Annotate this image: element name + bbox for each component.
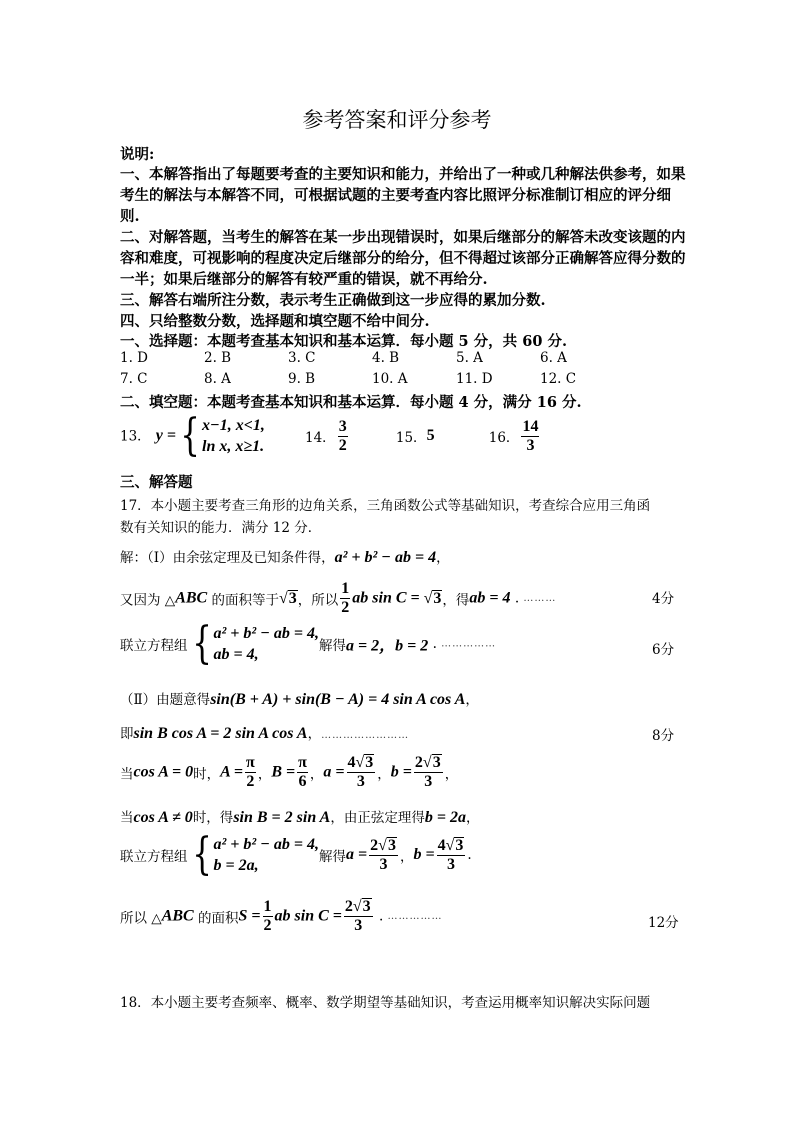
equation: a² + b² − ab = 4 [334,549,437,566]
q16-label: 16． [488,430,520,446]
text: 解得 [319,849,347,865]
note-line: 一、本解答指出了每题要考查的主要知识和能力，并给出了一种或几种解法供参考，如果 [120,166,686,183]
equation: ab sin C = [274,907,342,925]
text: ，得 [442,592,470,609]
fraction [245,754,256,791]
q15-label: 15． [395,430,427,446]
choice-answer: 3. C [288,350,316,366]
section1-heading: 一、选择题：本题考查基本知识和基本运算．每小题 5 分，共 60 分. [120,333,568,350]
q18-intro: 18．本小题主要考查频率、概率、数学期望等基础知识，考查运用概率知识解决实际问题 [120,995,651,1011]
var: b = [413,846,435,863]
radicand: 3 [365,754,374,771]
equation: a² + b² − ab = 4, [213,625,320,642]
q13-label: 13． [120,428,151,445]
text: 时，得 [192,810,234,826]
denominator: 2 [263,917,272,934]
q13-cases [202,415,265,457]
choice-answer: 12. C [540,371,577,387]
choice-answer: 8. A [204,371,231,387]
brace-symbol: { [191,829,212,880]
choice-answer: 9. B [288,371,316,387]
solution-line-8: 联立方程组{ a² + b² − ab = 4, b = 2a, 解得a = $\frac{2√3}{3}$ ，b = $\frac{4√3}{3}$ . [120,829,472,880]
coefficient: 2 [344,898,353,915]
text: 所以 △ [120,910,162,927]
section3-heading: 三、解答题 [120,474,193,491]
solution: a = 2，b = 2 [346,637,429,655]
section2-heading: 二、填空题：本题考查基本知识和基本运算．每小题 4 分，满分 16 分. [120,394,582,411]
var: A = [220,763,244,781]
q14-fraction [338,418,348,455]
denominator: 2 [341,599,350,616]
denominator: 3 [446,855,455,873]
radicand: 3 [455,836,464,854]
triangle-name: ABC [175,589,208,607]
fraction [297,754,308,791]
equation: ab sin C = [352,589,420,607]
equation-system [214,623,320,665]
choice-answer: 11. D [456,371,493,387]
choice-answer: 2. B [204,350,232,366]
text: ，由正弦定理得 [330,810,425,826]
var: S = [238,907,261,925]
note-line: 则. [120,208,140,225]
equation: b = 2a [424,809,466,826]
var: a = [323,763,345,781]
numerator: 3 [338,417,347,435]
q17-intro: 数有关知识的能力．满分 12 分． [120,520,322,536]
denominator: 2 [246,773,255,790]
equation: sin B cos A = 2 sin A cos A [133,725,308,742]
note-line: 一半；如果后继部分的解答有较严重的错误，就不再给分. [120,271,488,288]
solution-line-1: 解：（Ⅰ）由余弦定理及已知条件得，a² + b² − ab = 4， [120,549,450,566]
choice-answer: 1. D [120,350,148,366]
radicand: 3 [288,589,297,607]
equation: ab = 4, [213,646,259,663]
coefficient: 2 [370,836,379,854]
coefficient: 4 [347,754,356,771]
triangle-name: ABC [161,907,194,925]
choice-answer: 4. B [372,350,400,366]
denominator: 3 [526,436,535,454]
var: b = [390,763,412,781]
radicand: 3 [387,836,396,854]
text: 即 [120,726,134,742]
brace-symbol: { [191,618,212,669]
text: （Ⅱ）由题意得 [120,692,211,708]
score-mark: 4分 [652,591,675,607]
equation-system [214,834,320,876]
text: 当 [120,810,134,826]
q13-lhs: y = [155,427,176,444]
equation: sin(B + A) + sin(B − A) = 4 sin A cos A [210,691,466,708]
fraction: $\frac{2√3}{3}$ [370,836,396,873]
solution-line-4: （Ⅱ）由题意得sin(B + A) + sin(B − A) = 4 sin A cos A， [120,691,479,708]
choice-answers-row2 [120,371,624,387]
q16-fraction [521,418,539,455]
page-title: 参考答案和评分参考 [302,108,492,132]
q14-label: 14． [305,430,336,446]
radicand: 3 [362,898,371,915]
notes-heading: 说明: [120,146,155,163]
q17-intro: 17．本小题主要考查三角形的边角关系，三角函数公式等基础知识，考查综合应用三角函 [120,498,651,514]
text: 的面积 [193,910,239,927]
choice-answer: 7. C [120,371,148,387]
solution-line-2: 又因为 △ABC 的面积等于√3，所以 $\frac{1}{2}$ ab sin C = √3，得ab = 4 . ……… [120,580,557,616]
half-fraction [263,898,273,935]
text: 的面积等于 [207,592,279,609]
condition: cos A = 0 [133,763,194,781]
note-line: 四、只给整数分数，选择题和填空题不给中间分. [120,313,430,330]
equation: a² + b² − ab = 4, [213,836,320,853]
numerator: π [246,754,255,771]
numerator: 1 [341,580,350,597]
q15-value: 5 [426,427,435,444]
solution-line-6: 当cos A = 0时，A = $\frac{\pi}{2}$ ，B = $\frac{\pi}{6}$ ，a = $\frac{4√3}{3}$ ，b = $\frac{2√3}{3}$ ， [120,754,459,790]
choice-answer: 10. A [372,371,408,387]
half-fraction [340,580,350,617]
denominator: 3 [424,773,433,790]
condition: cos A ≠ 0 [133,809,193,826]
score-mark: 6分 [652,642,675,658]
equation: sin B = 2 sin A [233,809,331,826]
denominator: 3 [356,773,365,790]
fraction: $\frac{2√3}{3}$ [344,898,371,934]
score-mark: 8分 [652,728,675,744]
q13-case: x−1, x<1, [202,417,265,434]
text: 当 [120,766,134,783]
solution-line-5: 即sin B cos A = 2 sin A cos A，…………………… [120,725,410,742]
note-line: 容和难度，可视影响的程度决定后继部分的给分，但不得超过该部分正确解答应得分数的 [120,250,686,267]
text: 又因为 △ [120,592,176,609]
score-mark: 12分 [648,915,679,931]
denominator: 6 [298,773,307,790]
text: 解得 [319,638,347,654]
denominator: 2 [338,436,347,454]
q13-case: ln x, x≥1. [202,438,265,455]
note-line: 三、解答右端所注分数，表示考生正确做到这一步应得的累加分数. [120,292,546,309]
note-line: 考生的解法与本解答不同，可根据试题的主要考查内容比照评分标准制订相应的评分细 [120,187,671,204]
solution-line-3: 联立方程组{ a² + b² − ab = 4, ab = 4, 解得a = 2，b = 2 . …………… [120,618,497,669]
text: ，所以 [297,592,339,609]
numerator: π [298,754,307,771]
choice-answers-row1 [120,350,624,366]
coefficient: 2 [414,754,423,771]
text: 联立方程组 [120,638,188,654]
text: 时， [193,766,221,783]
var: B = [271,763,296,781]
coefficient: 4 [437,836,446,854]
note-line: 二、对解答题，当考生的解答在某一步出现错误时，如果后继部分的解答未改变该题的内 [120,229,686,246]
choice-answer: 6. A [540,350,567,366]
numerator: 1 [263,898,272,915]
equation: ab = 4 [469,589,511,607]
numerator: 14 [522,417,539,435]
choice-answer: 5. A [456,350,483,366]
text: 解：（Ⅰ）由余弦定理及已知条件得， [120,550,335,566]
fraction: $\frac{4√3}{3}$ [437,836,464,873]
equation: b = 2a, [213,857,259,874]
denominator: 3 [354,917,363,934]
brace-symbol: { [180,410,200,461]
fraction: $\frac{4√3}{3}$ [347,754,374,790]
radicand: 3 [432,754,441,771]
solution-line-7: 当cos A ≠ 0时，得sin B = 2 sin A，由正弦定理得b = 2a， [120,809,480,826]
denominator: 3 [379,855,388,873]
radicand: 3 [433,589,442,607]
fill-answers-row [120,410,541,461]
var: a = [346,846,368,863]
text: 联立方程组 [120,849,188,865]
fraction: $\frac{2√3}{3}$ [414,754,441,790]
solution-line-9: 所以 △ABC 的面积S = $\frac{1}{2}$ ab sin C = $\frac{2√3}{3}$ . …………… [120,898,443,934]
